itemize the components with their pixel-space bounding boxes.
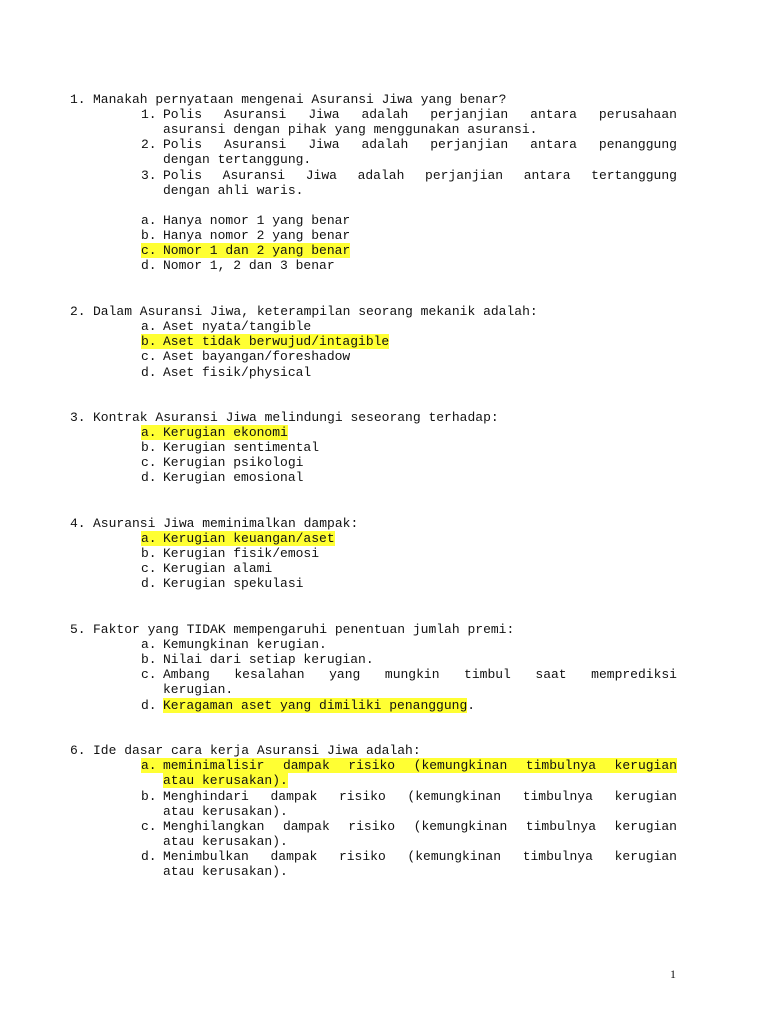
- word: timbulnya: [525, 758, 597, 773]
- statement-2: [141, 137, 163, 152]
- option-d: [141, 365, 311, 380]
- option-b: [141, 440, 319, 455]
- option-label: a.: [141, 637, 157, 652]
- option-d-answer: [141, 698, 475, 713]
- option-b: [141, 228, 350, 243]
- question-number: 3.: [70, 410, 86, 425]
- word: memprediksi: [591, 667, 677, 682]
- option-label: d.: [141, 698, 157, 713]
- word: dampak: [282, 819, 330, 834]
- option-label: a.: [141, 319, 157, 334]
- option-line: [163, 773, 288, 788]
- option-text: Aset fisik/physical: [163, 365, 312, 380]
- option-a: [141, 213, 350, 228]
- word: adalah: [361, 137, 409, 152]
- option-label: b.: [141, 546, 157, 561]
- word: risiko: [348, 758, 396, 773]
- statement-label: 3.: [141, 168, 157, 183]
- word: dampak: [270, 789, 318, 804]
- question-6: [70, 743, 421, 758]
- word: timbul: [464, 667, 511, 682]
- option-text: Kemungkinan kerugian.: [163, 637, 327, 652]
- option-text: Aset nyata/tangible: [163, 319, 312, 334]
- option-text: Kerugian emosional: [163, 470, 304, 485]
- option-b: [141, 789, 163, 804]
- word: yang: [329, 667, 361, 682]
- option-text: Nomor 1 dan 2 yang benar: [163, 243, 351, 258]
- option-text: Kerugian fisik/emosi: [163, 546, 320, 561]
- option-text: Kerugian psikologi: [163, 455, 304, 470]
- option-text: Hanya nomor 2 yang benar: [163, 228, 351, 243]
- word: kerugian: [614, 849, 677, 864]
- question-number: 4.: [70, 516, 86, 531]
- option-label: c.: [141, 455, 157, 470]
- option-text: Kerugian spekulasi: [163, 576, 304, 591]
- word: (kemungkinan: [407, 789, 502, 804]
- word: risiko: [338, 849, 386, 864]
- word: kerugian: [614, 758, 677, 773]
- statement-3: [141, 168, 163, 183]
- word: (kemungkinan: [407, 849, 502, 864]
- option-label: c.: [141, 819, 157, 834]
- word: timbulnya: [522, 849, 593, 864]
- word: adalah: [361, 107, 409, 122]
- option-label: c.: [141, 243, 157, 258]
- page-number: 1: [670, 967, 676, 981]
- word: Menimbulkan: [163, 849, 249, 864]
- word: Polis: [163, 137, 203, 152]
- question-text: Faktor yang TIDAK mempengaruhi penentuan jumlah premi:: [93, 622, 515, 637]
- word: perjanjian: [430, 107, 509, 122]
- statement-line: [163, 107, 677, 122]
- question-5: [70, 622, 514, 637]
- option-label: b.: [141, 789, 157, 804]
- option-label: b.: [141, 652, 157, 667]
- option-text: Aset tidak berwujud/intagible: [163, 334, 390, 349]
- option-a-answer: [141, 531, 335, 546]
- question-number: 5.: [70, 622, 86, 637]
- word: penanggung: [598, 137, 677, 152]
- word: Polis: [163, 107, 203, 122]
- word: antara: [530, 107, 577, 122]
- option-c: [141, 667, 163, 682]
- question-number: 1.: [70, 92, 86, 107]
- word: perjanjian: [430, 137, 509, 152]
- option-label: d.: [141, 470, 157, 485]
- option-b-answer: [141, 334, 389, 349]
- option-text: Aset bayangan/foreshadow: [163, 349, 351, 364]
- option-suffix: .: [467, 698, 476, 713]
- option-label: c.: [141, 667, 157, 682]
- option-line: kerugian.: [163, 682, 234, 697]
- option-b: [141, 652, 374, 667]
- word: perjanjian: [425, 168, 504, 183]
- option-label: b.: [141, 440, 157, 455]
- statement-line: [163, 137, 677, 152]
- option-label: a.: [141, 213, 157, 228]
- option-text: Keragaman aset yang dimiliki penanggung: [163, 698, 468, 713]
- word: dampak: [282, 758, 330, 773]
- option-line: [163, 667, 677, 682]
- question-number: 6.: [70, 743, 86, 758]
- option-a: [141, 637, 327, 652]
- word: meminimalisir: [163, 758, 265, 773]
- option-text: Kerugian sentimental: [163, 440, 320, 455]
- word: Jiwa: [305, 168, 337, 183]
- word: adalah: [357, 168, 405, 183]
- option-line: [163, 849, 677, 864]
- option-label: d.: [141, 849, 157, 864]
- question-text: Asuransi Jiwa meminimalkan dampak:: [93, 516, 359, 531]
- word: Polis: [163, 168, 203, 183]
- word: dampak: [270, 849, 318, 864]
- option-label: c.: [141, 349, 157, 364]
- question-1: [70, 92, 506, 107]
- option-line: [163, 758, 677, 773]
- word: (kemungkinan: [413, 819, 508, 834]
- option-label: b.: [141, 334, 157, 349]
- option-text: Nomor 1, 2 dan 3 benar: [163, 258, 335, 273]
- option-label: a.: [141, 758, 157, 773]
- option-line: atau kerusakan).: [163, 864, 288, 879]
- question-text: Dalam Asuransi Jiwa, keterampilan seorang mekanik adalah:: [93, 304, 538, 319]
- question-4: [70, 516, 358, 531]
- statement-label: 1.: [141, 107, 157, 122]
- option-c: [141, 455, 303, 470]
- question-number: 2.: [70, 304, 86, 319]
- option-label: d.: [141, 365, 157, 380]
- option-label: b.: [141, 228, 157, 243]
- option-c: [141, 349, 350, 364]
- question-2: [70, 304, 538, 319]
- option-label: d.: [141, 258, 157, 273]
- statement-line: asuransi dengan pihak yang menggunakan asuransi.: [163, 122, 538, 137]
- option-label: a.: [141, 531, 157, 546]
- word: risiko: [348, 819, 396, 834]
- option-text: Kerugian alami: [163, 561, 273, 576]
- option-d: [141, 258, 335, 273]
- option-c: [141, 819, 163, 834]
- word: perusahaan: [598, 107, 677, 122]
- option-a-answer: [141, 425, 288, 440]
- statement-line: dengan tertanggung.: [163, 152, 312, 167]
- option-text: Kerugian ekonomi: [163, 425, 288, 440]
- option-text: Hanya nomor 1 yang benar: [163, 213, 351, 228]
- statement-label: 2.: [141, 137, 157, 152]
- word: tertanggung: [591, 168, 677, 183]
- option-d: [141, 849, 163, 864]
- word: Menghilangkan: [163, 819, 265, 834]
- word: Asuransi: [223, 107, 287, 122]
- word: timbulnya: [522, 789, 593, 804]
- word: Ambang: [163, 667, 210, 682]
- word: Asuransi: [222, 168, 286, 183]
- word: antara: [530, 137, 577, 152]
- statement-line: dengan ahli waris.: [163, 183, 304, 198]
- option-label: d.: [141, 576, 157, 591]
- option-text: Kerugian keuangan/aset: [163, 531, 335, 546]
- word: Jiwa: [308, 107, 340, 122]
- word: saat: [535, 667, 567, 682]
- word: Menghindari: [163, 789, 249, 804]
- question-text: Kontrak Asuransi Jiwa melindungi seseorang terhadap:: [93, 410, 499, 425]
- option-line: [163, 819, 677, 834]
- statement-1: [141, 107, 163, 122]
- option-line-text: atau kerusakan).: [163, 773, 288, 788]
- option-line: [163, 789, 677, 804]
- option-line: atau kerusakan).: [163, 834, 288, 849]
- word: timbulnya: [525, 819, 597, 834]
- option-label: a.: [141, 425, 157, 440]
- word: (kemungkinan: [413, 758, 508, 773]
- question-text: Manakah pernyataan mengenai Asuransi Jiwa yang benar?: [93, 92, 507, 107]
- word: kerugian: [614, 819, 677, 834]
- word: mungkin: [384, 667, 440, 682]
- option-a: [141, 319, 311, 334]
- option-d: [141, 576, 303, 591]
- word: Asuransi: [223, 137, 287, 152]
- word: Jiwa: [308, 137, 340, 152]
- word: antara: [523, 168, 571, 183]
- word: kesalahan: [234, 667, 305, 682]
- option-d: [141, 470, 303, 485]
- statement-line: [163, 168, 677, 183]
- word: risiko: [338, 789, 386, 804]
- option-b: [141, 546, 319, 561]
- option-c-answer: [141, 243, 350, 258]
- question-3: [70, 410, 499, 425]
- word: kerugian: [614, 789, 677, 804]
- option-c: [141, 561, 272, 576]
- question-text: Ide dasar cara kerja Asuransi Jiwa adalah:: [93, 743, 421, 758]
- option-line: atau kerusakan).: [163, 804, 288, 819]
- option-label: c.: [141, 561, 157, 576]
- option-text: Nilai dari setiap kerugian.: [163, 652, 374, 667]
